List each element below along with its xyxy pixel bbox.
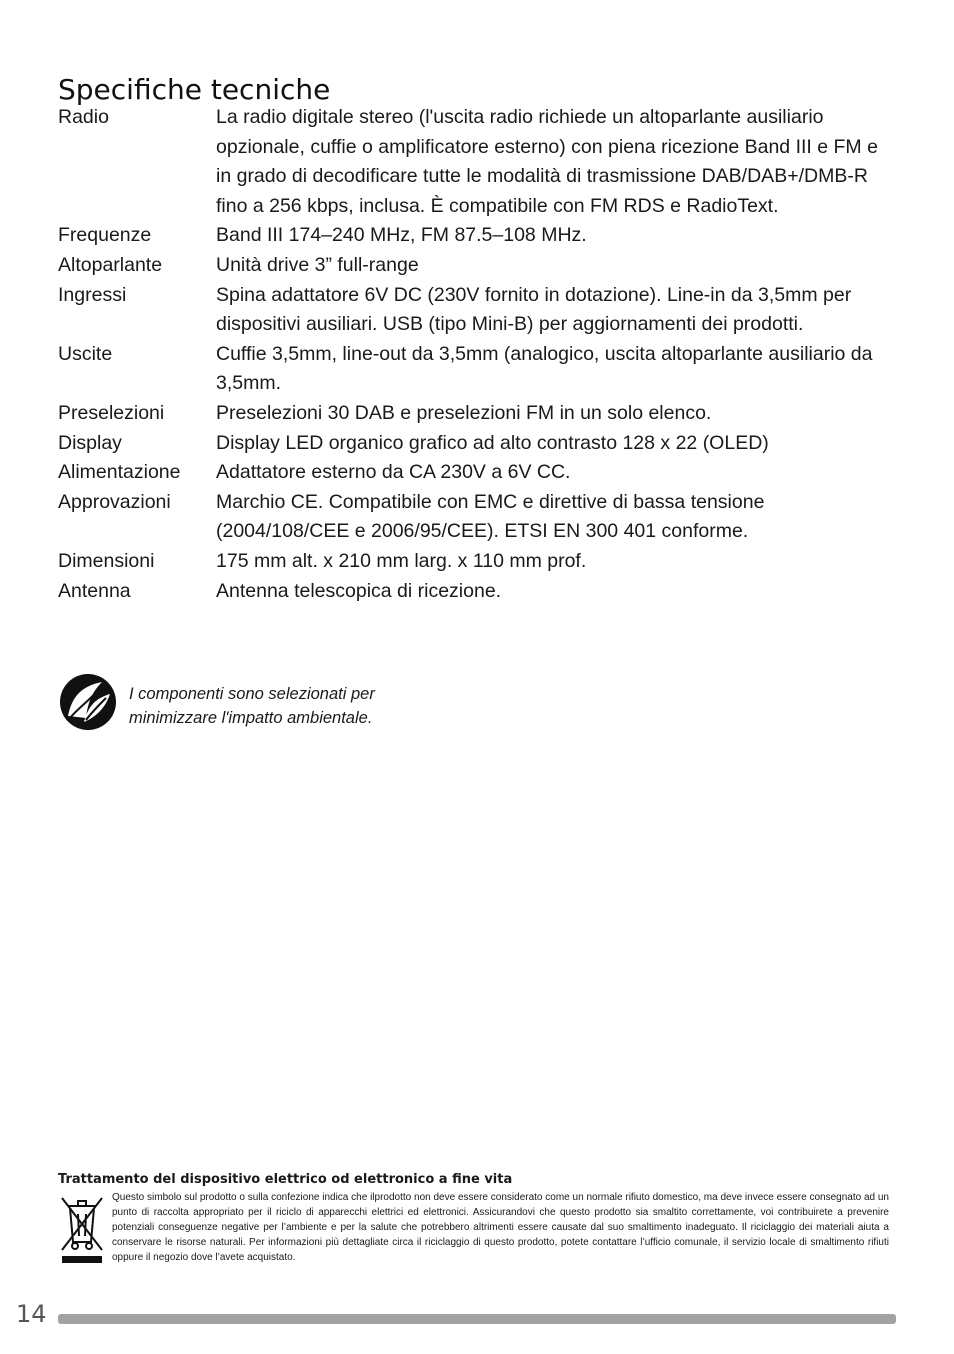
- spec-label: Dimensioni: [58, 549, 155, 572]
- spec-row: [58, 399, 898, 429]
- spec-label: Display: [58, 431, 122, 454]
- crossed-bin-icon: [58, 1192, 106, 1266]
- spec-row: [58, 488, 898, 547]
- spec-row: [58, 429, 898, 459]
- spec-value: Preselezioni 30 DAB e preselezioni FM in un solo elenco.: [216, 401, 712, 424]
- eco-text: I componenti sono selezionati per minimizzare l'impatto ambientale.: [129, 685, 375, 727]
- spec-row: [58, 281, 898, 340]
- spec-label: Preselezioni: [58, 401, 165, 424]
- spec-label: Ingressi: [58, 283, 127, 306]
- spec-label: Uscite: [58, 342, 113, 365]
- weee-text: Questo simbolo sul prodotto o sulla confezione indica che ilprodotto non deve essere considerato come un normale rifiuto domestico, ma deve invece essere consegnato ad un punto di raccolta appropriato per il riciclo di apparecchi elettrici ed elettronici. Assicurandovi che questo prodotto sia smaltito correttamente, voi contribuirete a prevenire potenziali conseguenze negative per l’ambiente e per la salute che potrebbero altrimenti essere causate dal suo smaltimento inadeguato. Il riciclaggio dei materiali aiuta a conservare le risorse naturali. Per informazioni più dettagliate circa il riciclaggio di questo prodotto, potete contattare l’ufficio comunale, il servizio locale di smaltimento rifiuti oppure il negozio dove l’avete acquistato.: [112, 1192, 889, 1263]
- spec-value: Unità drive 3” full-range: [216, 253, 419, 276]
- spec-value: Marchio CE. Compatibile con EMC e direttive di bassa tensione (2004/108/CEE e 2006/95/CEE). ETSI EN 300 401 conforme.: [216, 490, 765, 543]
- spec-row: [58, 221, 898, 251]
- spec-label: Frequenze: [58, 224, 152, 247]
- spec-row: [58, 340, 898, 399]
- spec-table: [58, 103, 898, 606]
- spec-value: Spina adattatore 6V DC (230V fornito in dotazione). Line-in da 3,5mm per dispositivi ausiliari. USB (tipo Mini-B) per aggiornamenti dei prodotti.: [216, 283, 852, 336]
- spec-row: [58, 577, 898, 607]
- spec-label: Alimentazione: [58, 461, 181, 484]
- spec-value: La radio digitale stereo (l'uscita radio richiede un altoparlante ausiliario opzionale, cuffie o amplificatore esterno) con piena ricezione Band III e FM e in grado di decodificare tutte le modalità di trasmissione DAB/DAB+/DMB-R fino a 256 kbps, inclusa. È compatibile con FM RDS e RadioText.: [216, 106, 878, 217]
- weee-heading: Trattamento del dispositivo elettrico od elettronico a fine vita: [58, 1172, 513, 1187]
- spec-row: [58, 103, 898, 221]
- spec-row: [58, 458, 898, 488]
- spec-label: Antenna: [58, 579, 131, 602]
- page-number: 14: [16, 1300, 47, 1328]
- spec-label: Altoparlante: [58, 253, 163, 276]
- eco-note: [58, 672, 429, 732]
- spec-label: Approvazioni: [58, 490, 171, 513]
- page-title: Specifiche tecniche: [58, 72, 331, 106]
- spec-value: Display LED organico grafico ad alto contrasto 128 x 22 (OLED): [216, 431, 769, 454]
- spec-row: [58, 251, 898, 281]
- spec-row: [58, 547, 898, 577]
- eco-leaf-icon: [58, 672, 118, 732]
- spec-label: Radio: [58, 106, 109, 128]
- spec-value: 175 mm alt. x 210 mm larg. x 110 mm prof.: [216, 549, 587, 572]
- spec-value: Cuffie 3,5mm, line-out da 3,5mm (analogico, uscita altoparlante ausiliario da 3,5mm.: [216, 342, 873, 395]
- footer-bar: [58, 1314, 896, 1324]
- spec-value: Band III 174–240 MHz, FM 87.5–108 MHz.: [216, 224, 587, 247]
- spec-value: Adattatore esterno da CA 230V a 6V CC.: [216, 461, 571, 484]
- spec-value: Antenna telescopica di ricezione.: [216, 579, 502, 602]
